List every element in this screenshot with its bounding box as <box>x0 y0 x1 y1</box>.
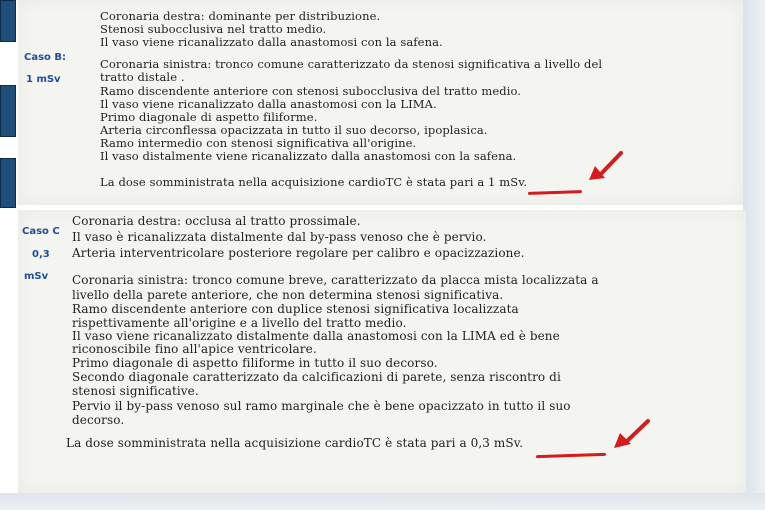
report-line: Secondo diagonale caratterizzato da calcificazioni di parete, senza riscontro di <box>72 370 561 384</box>
report-line: decorso. <box>72 413 125 427</box>
report-line: Ramo discendente anteriore con stenosi subocclusiva del tratto medio. <box>100 84 522 98</box>
report-line: Arteria circonflessa opacizzata in tutto il suo decorso, ipoplasica. <box>100 123 488 137</box>
report-line: Primo diagonale di aspetto filiforme in tutto il suo decorso. <box>72 356 438 370</box>
report-line: tratto distale . <box>100 70 185 84</box>
case-b-label: Caso B: <box>24 52 67 63</box>
report-line: Coronaria sinistra: tronco comune breve, caratterizzato da placca mista localizzata a <box>72 273 599 287</box>
report-line: Ramo intermedio con stenosi significativa all'origine. <box>100 136 417 150</box>
report-line: Coronaria destra: occlusa al tratto prossimale. <box>72 214 361 228</box>
report-line: Coronaria destra: dominante per distribuzione. <box>100 9 381 23</box>
case-b-dose-label: 1 mSv <box>26 74 61 85</box>
report-line: Ramo discendente anteriore con duplice stenosi significativa localizzata <box>72 302 519 316</box>
dose-line-case-c: La dose somministrata nella acquisizione cardioTC è stata pari a 0,3 mSv. <box>66 436 524 450</box>
report-line: Primo diagonale di aspetto filiforme. <box>100 110 318 124</box>
report-line: Coronaria sinistra: tronco comune caratterizzato da stenosi significativa a livello del <box>100 57 603 71</box>
report-line: Il vaso viene ricanalizzato dalla anastomosi con la safena. <box>100 35 443 49</box>
report-line: Il vaso viene ricanalizzato distalmente dalla anastomosi con la LIMA ed è bene <box>72 329 560 343</box>
red-arrow-icon <box>585 150 625 186</box>
report-line: riconoscibile fino all'apice ventricolare. <box>72 342 317 356</box>
right-edge-strip <box>743 0 765 510</box>
report-line: Il vaso distalmente viene ricanalizzato dalla anastomosi con la safena. <box>100 149 517 163</box>
report-line: rispettivamente all'origine e a livello del tratto medio. <box>72 316 407 330</box>
report-line: Il vaso è ricanalizzata distalmente dal by-pass venoso che è pervio. <box>72 230 487 244</box>
nav-bar-2 <box>0 85 16 137</box>
report-line: Pervio il by-pass venoso sul ramo marginale che è bene opacizzato in tutto il suo <box>72 399 571 413</box>
report-line: livello della parete anteriore, che non determina stenosi significativa. <box>72 288 504 302</box>
dose-line-case-b: La dose somministrata nella acquisizione cardioTC è stata pari a 1 mSv. <box>100 175 528 189</box>
case-c-label: Caso C <box>22 226 60 237</box>
nav-bar-1 <box>0 0 16 42</box>
case-c-dose-unit-label: mSv <box>24 271 49 282</box>
nav-bar-3 <box>0 158 16 208</box>
report-line: Il vaso viene ricanalizzato dalla anastomosi con la LIMA. <box>100 97 437 111</box>
report-line: Stenosi subocclusiva nel tratto medio. <box>100 22 327 36</box>
red-arrow-icon <box>610 418 652 454</box>
footer-strip <box>0 493 765 510</box>
report-line: Arteria interventricolare posteriore regolare per calibro e opacizzazione. <box>72 246 525 260</box>
case-c-dose-value-label: 0,3 <box>32 249 50 260</box>
report-line: stenosi significative. <box>72 384 199 398</box>
